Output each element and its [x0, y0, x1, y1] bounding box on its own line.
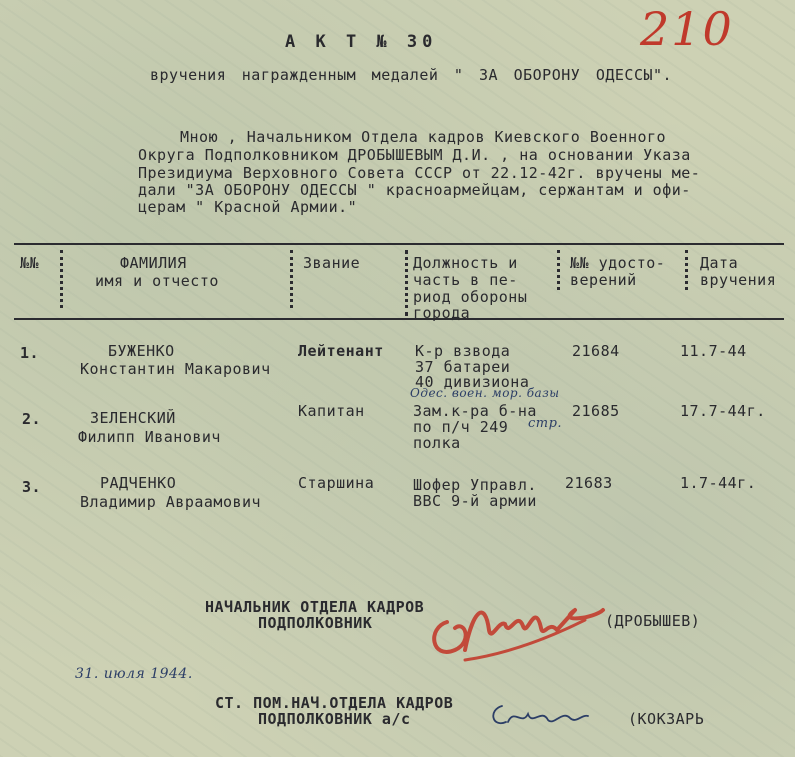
row-certificate: 21684 [572, 342, 620, 360]
intro-line-5: церам " Красной Армии." [138, 198, 358, 216]
document-subtitle: вручения награжденным медалей " ЗА ОБОРОНУ ОДЕССЫ". [150, 66, 673, 84]
header-date-2: вручения [700, 271, 777, 289]
assistant-signature [488, 696, 593, 734]
column-separator [405, 250, 411, 316]
row-position-1: К-р взвода [415, 342, 511, 360]
row-surname: ЗЕЛЕНСКИЙ [90, 409, 176, 427]
row-given-name: Владимир Авраамович [80, 493, 262, 511]
assistant-title-line-1: СТ. ПОМ.НАЧ.ОТДЕЛА КАДРОВ [215, 694, 454, 712]
header-rank: Звание [303, 254, 361, 272]
header-certificate-1: №№ удосто- [570, 254, 666, 272]
row-given-name: Филипп Иванович [78, 428, 221, 446]
header-position-3: риод обороны [413, 288, 528, 306]
chief-signature [425, 580, 610, 670]
row-date: 11.7-44 [680, 342, 747, 360]
row-date: 1.7-44г. [680, 474, 757, 492]
page-number: 210 [640, 2, 734, 56]
chief-title-line-1: НАЧАЛЬНИК ОТДЕЛА КАДРОВ [205, 598, 425, 616]
column-separator [557, 250, 563, 290]
row-position-3: полка [413, 434, 461, 452]
chief-name: (ДРОБЫШЕВ) [605, 612, 701, 630]
row-position-2: по п/ч 249 [413, 418, 509, 436]
handwritten-date: 31. июля 1944. [75, 666, 193, 682]
header-surname: ФАМИЛИЯ [120, 254, 187, 272]
chief-title-line-2: ПОДПОЛКОВНИК [258, 614, 373, 632]
row-position-2: ВВС 9-й армии [413, 492, 537, 510]
table-top-rule [14, 243, 784, 245]
header-given-name: имя и отчесто [95, 272, 219, 290]
assistant-title-line-2: ПОДПОЛКОВНИК а/с [258, 710, 411, 728]
row-certificate: 21683 [565, 474, 613, 492]
row-surname: БУЖЕНКО [108, 342, 175, 360]
intro-line-2: Округа Подполковником ДРОБЫШЕВЫМ Д.И. , на основании Указа [138, 146, 691, 164]
row-rank: Капитан [298, 402, 365, 420]
intro-line-1: Мною , Начальником Отдела кадров Киевского Военного [180, 128, 667, 146]
row-rank: Старшина [298, 474, 375, 492]
header-position-4: города [413, 304, 471, 322]
intro-line-4: дали "ЗА ОБОРОНУ ОДЕССЫ " красноармейцам, сержантам и офи- [138, 181, 691, 199]
row-number: 3. [22, 478, 42, 496]
row-position-2: 37 батареи [415, 358, 511, 376]
header-position-2: часть в пе- [413, 271, 518, 289]
column-separator [60, 250, 66, 308]
row-number: 1. [20, 344, 40, 362]
header-certificate-2: верений [570, 271, 637, 289]
row-number: 2. [22, 410, 42, 428]
row-position-1: Зам.к-ра б-на [413, 402, 537, 420]
row-surname: РАДЧЕНКО [100, 474, 177, 492]
header-date-1: Дата [700, 254, 739, 272]
intro-line-3: Президиума Верховного Совета СССР от 22.12-42г. вручены ме- [138, 164, 701, 182]
row-certificate: 21685 [572, 402, 620, 420]
row-date: 17.7-44г. [680, 402, 766, 420]
table-header-rule [14, 318, 784, 320]
row-position-note: стр. [528, 416, 563, 431]
row-position-1: Шофер Управл. [413, 476, 537, 494]
header-position-1: Должность и [413, 254, 518, 272]
column-separator [685, 250, 691, 290]
document-title: А К Т № 30 [285, 32, 438, 52]
header-number: №№ [20, 254, 40, 272]
row-given-name: Константин Макарович [80, 360, 271, 378]
row-position-3: 40 дивизиона [415, 373, 530, 391]
row-position-note: Одес. воен. мор. базы [410, 386, 560, 400]
row-rank: Лейтенант [298, 342, 384, 360]
assistant-name: (КОКЗАРЬ [628, 710, 705, 728]
column-separator [290, 250, 296, 308]
